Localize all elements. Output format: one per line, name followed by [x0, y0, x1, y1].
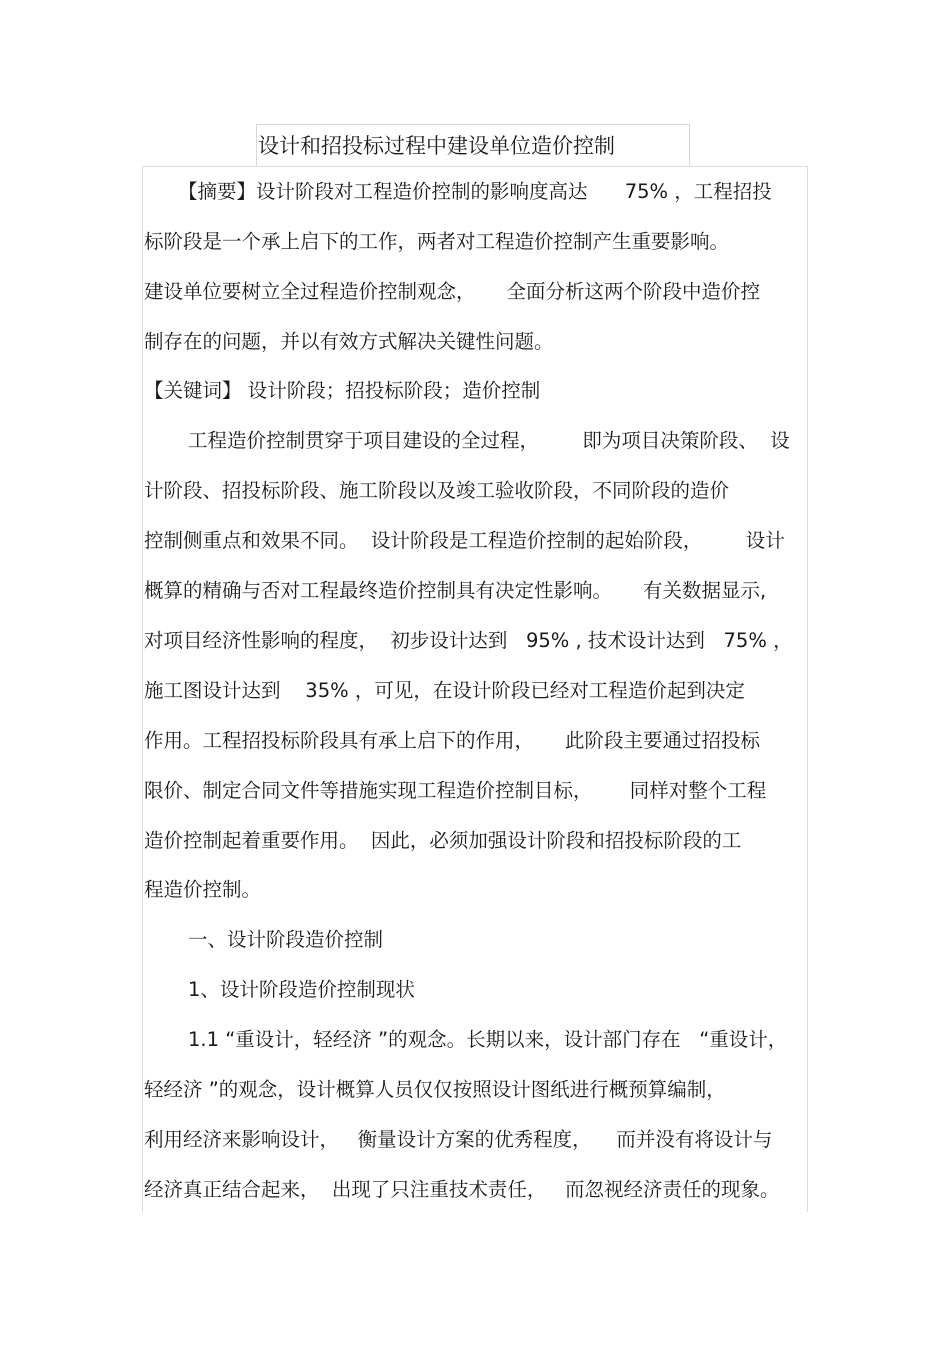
body-line-7: 作用。工程招投标阶段具有承上启下的作用， 此阶段主要通过招投标: [144, 729, 760, 752]
abstract-line-3: 建设单位要树立全过程造价控制观念， 全面分析这两个阶段中造价控: [144, 280, 760, 303]
body-line-9: 造价控制起着重要作用。 因此，必须加强设计阶段和招投标阶段的工: [144, 829, 742, 852]
body-line-3: 控制侧重点和效果不同。 设计阶段是工程造价控制的起始阶段， 设计: [144, 529, 785, 552]
section-heading-1: 一、设计阶段造价控制: [188, 928, 384, 951]
para-1-1-line-1: 1.1 “重设计，轻经济 ”的观念。长期以来，设计部门存在 “重设计，: [188, 1028, 788, 1051]
para-1-1-line-3: 利用经济来影响设计， 衡量设计方案的优秀程度， 而并没有将设计与: [144, 1128, 773, 1151]
body-line-8: 限价、制定合同文件等措施实现工程造价控制目标， 同样对整个工程: [144, 779, 767, 802]
body-line-5: 对项目经济性影响的程度， 初步设计达到 95% , 技术设计达到 75% ，: [144, 629, 793, 652]
body-line-1: 工程造价控制贯穿于项目建设的全过程， 即为项目决策阶段、 设: [188, 429, 790, 452]
abstract-line-1: 【摘要】设计阶段对工程造价控制的影响度高达 75% ，工程招投: [178, 180, 772, 203]
body-line-4: 概算的精确与否对工程最终造价控制具有决定性影响。 有关数据显示,: [144, 579, 767, 602]
para-1-1-line-2: 轻经济 ”的观念，设计概算人员仅仅按照设计图纸进行概预算编制，: [144, 1078, 726, 1101]
abstract-line-2: 标阶段是一个承上启下的工作，两者对工程造价控制产生重要影响。: [144, 230, 730, 253]
abstract-line-4: 制存在的问题，并以有效方式解决关键性问题。: [144, 330, 554, 353]
subsection-heading-1: 1、设计阶段造价控制现状: [188, 978, 415, 1001]
body-line-2: 计阶段、招投标阶段、施工阶段以及竣工验收阶段，不同阶段的造价: [144, 479, 730, 502]
para-1-1-line-4: 经济真正结合起来， 出现了只注重技术责任， 而忽视经济责任的现象。: [144, 1178, 780, 1201]
body-line-10: 程造价控制。: [144, 878, 262, 901]
document-title: 设计和招投标过程中建设单位造价控制: [258, 134, 615, 158]
body-line-6: 施工图设计达到 35% ，可见，在设计阶段已经对工程造价起到决定: [144, 679, 745, 702]
keywords-line: 【关键词】 设计阶段；招投标阶段；造价控制: [144, 379, 541, 402]
